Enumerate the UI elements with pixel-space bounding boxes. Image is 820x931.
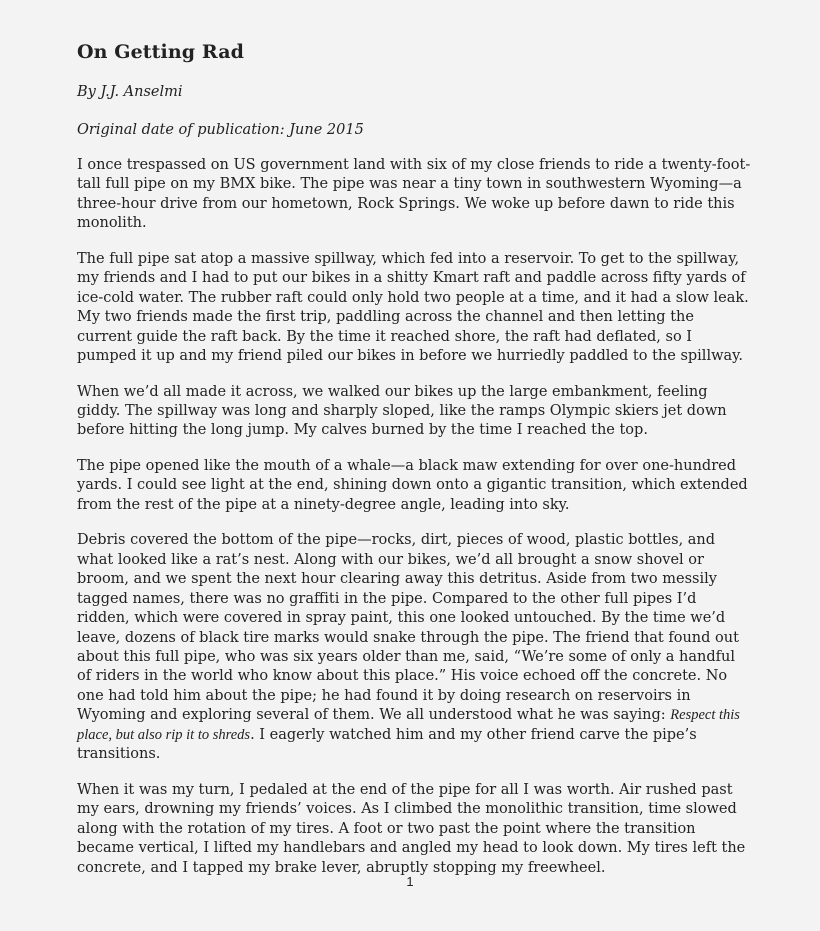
paragraph-5 xyxy=(77,531,751,764)
paragraph-4: The pipe opened like the mouth of a whale—a black maw extending for over one-hundred yards. I could see light at the end, shining down onto a gigantic transition, which extended from the rest of the pipe at a ninety-degree angle, leading into sky. xyxy=(77,457,748,513)
document-body xyxy=(77,40,751,894)
byline: By J.J. Anselmi xyxy=(77,84,183,100)
document-title: On Getting Rad xyxy=(77,41,245,63)
paragraph-6: When it was my turn, I pedaled at the end of the pipe for all I was worth. Air rushed past my ears, drowning my friends’ voices. As I climbed the monolithic transition, time slowed along with the rotation of my tires. A foot or two past the point where the transition became vertical, I lifted my handlebars and angled my head to look down. My tires left the concrete, and I tapped my brake lever, abruptly stopping my freewheel. xyxy=(77,781,746,876)
page-number: 1 xyxy=(406,874,414,889)
paragraph-5-text-before-italic: Debris covered the bottom of the pipe—rocks, dirt, pieces of wood, plastic bottles, and what looked like a rat’s nest. Along with our bikes, we’d all brought a snow shovel or broom, and we spent the next hour clearing away this detritus. Aside from two messily tagged names, there was no graffiti in the pipe. Compared to the other full pipes I’d ridden, which were covered in spray paint, this one looked untouched. By the time we’d leave, dozens of black tire marks would snake through the pipe. The friend that found out about this full pipe, who was six years older than me, said, “We’re some of only a handful of riders in the world who know about this place.” His voice echoed off the concrete. No one had told him about the pipe; he had found it by doing research on reservoirs in Wyoming and exploring several of them. We all understood what he was saying: xyxy=(77,532,739,724)
paragraph-5-italic-quote: Respect this place, but also rip it to shreds xyxy=(77,707,740,743)
paragraph-5-text-after-italic: . I eagerly watched him and my other friend carve the pipe’s transitions. xyxy=(77,726,697,763)
publication-date: Original date of publication: June 2015 xyxy=(77,122,364,138)
paragraph-2: The full pipe sat atop a massive spillway, which fed into a reservoir. To get to the spillway, my friends and I had to put our bikes in a shitty Kmart raft and paddle across fifty yards of ice-cold water. The rubber raft could only hold two people at a time, and it had a slow leak. My two friends made the first trip, paddling across the channel and then letting the current guide the raft back. By the time it reached shore, the raft had deflated, so I pumped it up and my friend piled our bikes in before we hurriedly paddled to the spillway. xyxy=(77,250,749,365)
paragraph-1: I once trespassed on US government land with six of my close friends to ride a twenty-foot-tall full pipe on my BMX bike. The pipe was near a tiny town in southwestern Wyoming—a three-hour drive from our hometown, Rock Springs. We woke up before dawn to ride this monolith. xyxy=(77,157,751,232)
paragraph-3: When we’d all made it across, we walked our bikes up the large embankment, feeling giddy. The spillway was long and sharply sloped, like the ramps Olympic skiers jet down before hitting the long jump. My calves burned by the time I reached the top. xyxy=(77,383,727,439)
